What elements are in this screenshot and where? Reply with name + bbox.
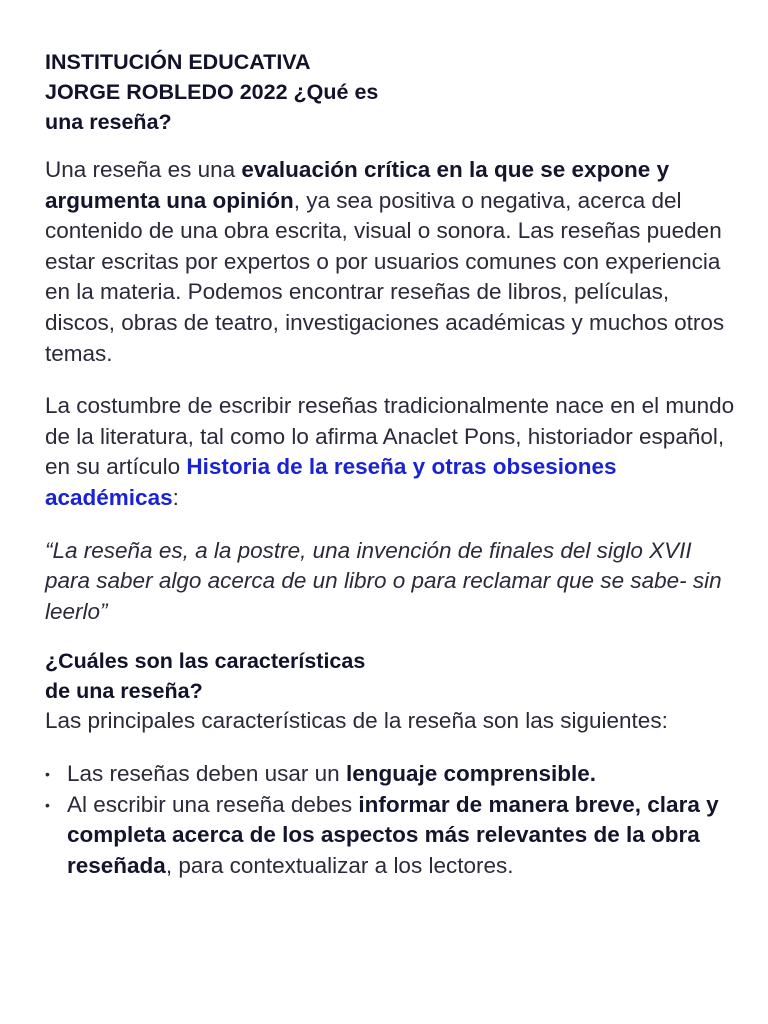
list-item	[45, 790, 735, 882]
intro-bold-definition: evaluación crítica en la que se expone y argumenta una opinión	[45, 157, 670, 213]
list-item	[45, 759, 735, 790]
title-line-3: una reseña?	[45, 110, 172, 134]
page-title	[45, 47, 735, 137]
list-item-bold: informar de manera breve, clara y completa acerca de los aspectos más relevantes de la obra reseñada	[67, 791, 719, 878]
intro-text-end: , ya sea positiva o negativa, acerca del contenido de una obra escrita, visual o sonora. Las reseñas pueden estar escritas por expertos o por usuarios comunes con experiencia en la materia. Podemos encontrar reseñas de libros, películas, discos, obras de teatro, investigaciones académicas y muchos otros temas.	[45, 187, 725, 366]
document-page	[45, 47, 735, 881]
characteristics-list	[45, 759, 735, 881]
list-item-bold: lenguaje comprensible.	[345, 760, 597, 786]
list-item-text-end: , para contextualizar a los lectores.	[165, 852, 514, 878]
title-line-2: JORGE ROBLEDO 2022 ¿Qué es	[45, 80, 379, 104]
section-heading	[45, 646, 735, 706]
bullet-icon: •	[45, 796, 50, 813]
article-link[interactable]: Historia de la reseña y otras obsesiones académicas	[45, 454, 617, 510]
section-heading-line-1: ¿Cuáles son las características	[45, 649, 366, 674]
history-text-end: :	[172, 484, 179, 510]
list-item-text-start: Al escribir una reseña debes	[67, 791, 359, 817]
history-text-start: La costumbre de escribir reseñas tradicionalmente nace en el mundo de la literatura, tal como lo afirma Anaclet Pons, historiador español, en su artículo	[45, 393, 735, 480]
intro-text-start: Una reseña es una	[45, 157, 242, 182]
intro-paragraph	[45, 155, 735, 369]
section-intro: Las principales características de la reseña son las siguientes:	[45, 708, 668, 734]
title-line-1: INSTITUCIÓN EDUCATIVA	[45, 50, 311, 74]
quote-paragraph: “La reseña es, a la postre, una invención de finales del siglo XVII para saber algo acerca de un libro o para reclamar que se sabe- sin leerlo”	[45, 537, 722, 624]
history-paragraph	[45, 391, 735, 513]
list-item-text-start: Las reseñas deben usar un	[67, 760, 346, 786]
section-heading-line-2: de una reseña?	[45, 679, 203, 704]
bullet-icon: •	[45, 765, 50, 782]
